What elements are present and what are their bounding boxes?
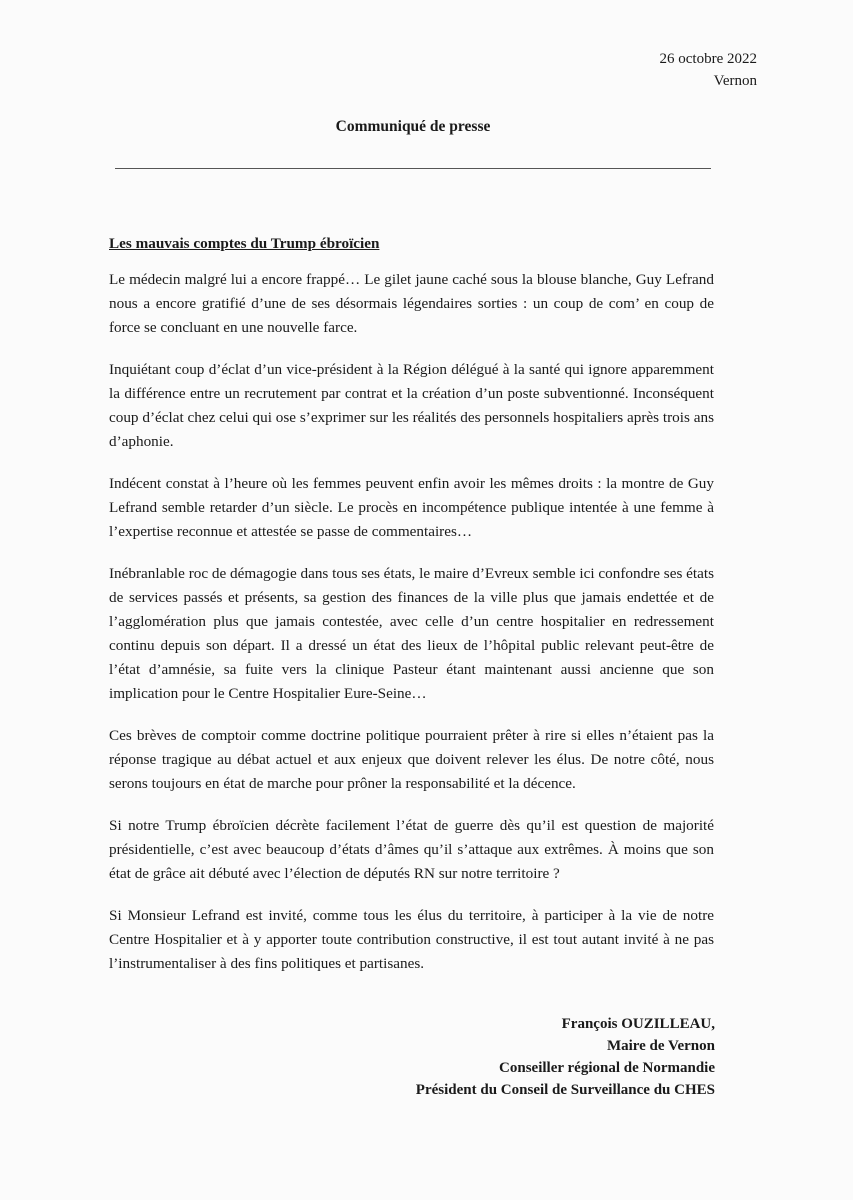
body-paragraph: Indécent constat à l’heure où les femmes peuvent enfin avoir les mêmes droits : la montre de Guy Lefrand semble retarder d’un siècle. Le procès en incompétence publique intentée à une femme à l’expertise reconnue et attestée se passe de commentaires… <box>109 475 714 540</box>
signatory-title-president: Président du Conseil de Surveillance du CHES <box>415 1082 715 1098</box>
document-date: 26 octobre 2022 <box>659 51 757 67</box>
document-title: Communiqué de presse <box>335 118 491 135</box>
signatory-title-mayor: Maire de Vernon <box>606 1038 715 1054</box>
body-paragraph: Si Monsieur Lefrand est invité, comme tous les élus du territoire, à participer à la vie de notre Centre Hospitalier et à y apporter toute contribution constructive, il est tout autant invité à ne pas l’instrumentaliser à des fins politiques et partisanes. <box>109 907 714 972</box>
article-headline: Les mauvais comptes du Trump ébroïcien <box>109 235 380 252</box>
signatory-title-councillor: Conseiller régional de Normandie <box>499 1060 715 1076</box>
signature-block <box>416 1013 715 1101</box>
body-paragraph: Inquiétant coup d’éclat d’un vice-président à la Région délégué à la santé qui ignore apparemment la différence entre un recrutement par contrat et la création d’un poste subventionné. Inconséquent coup d’éclat chez celui qui ose s’exprimer sur les réalités des personnels hospitaliers après trois ans d’aphonie. <box>109 361 714 450</box>
body-paragraph: Inébranlable roc de démagogie dans tous ses états, le maire d’Evreux semble ici confondre ses états de services passés et présents, sa gestion des finances de la ville plus que jamais endettée et de l’agglomération plus que jamais contestée, avec celle d’un centre hospitalier en redressement continu depuis son départ. Il a dressé un état des lieux de l’hôpital public relevant peut-être de l’état d’amnésie, sa fuite vers la clinique Pasteur étant maintenant aussi ancienne que son implication pour le Centre Hospitalier Eure-Seine… <box>109 565 714 702</box>
body-paragraph: Ces brèves de comptoir comme doctrine politique pourraient prêter à rire si elles n’étaient pas la réponse tragique au débat actuel et aux enjeux que doivent relever les élus. De notre côté, nous serons toujours en état de marche pour prôner la responsabilité et la décence. <box>109 727 714 792</box>
date-location-block <box>660 48 757 92</box>
body-paragraph: Si notre Trump ébroïcien décrète facilement l’état de guerre dès qu’il est question de majorité présidentielle, c’est avec beaucoup d’états d’âmes qu’il s’attaque aux extrêmes. À moins que son état de grâce ait débuté avec l’élection de députés RN sur notre territoire ? <box>109 817 714 882</box>
body-paragraph: Le médecin malgré lui a encore frappé… Le gilet jaune caché sous la blouse blanche, Guy Lefrand nous a encore gratifié d’une de ses désormais légendaires sorties : un coup de com’ en coup de force se concluant en une nouvelle farce. <box>109 271 714 336</box>
title-divider <box>115 168 711 169</box>
document-body <box>109 232 714 994</box>
signatory-name: François OUZILLEAU, <box>561 1016 715 1032</box>
document-city: Vernon <box>713 73 757 89</box>
